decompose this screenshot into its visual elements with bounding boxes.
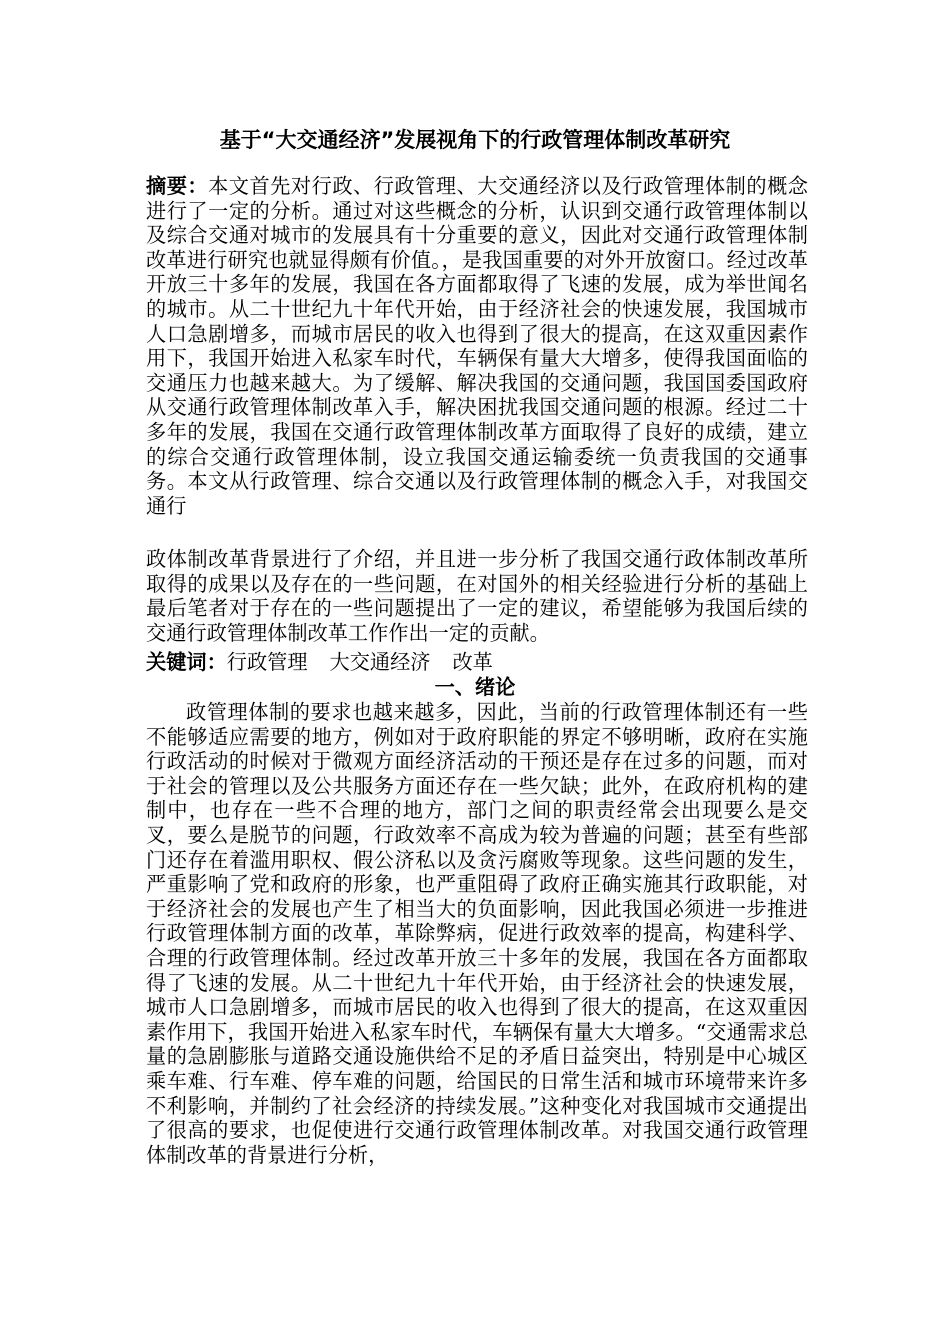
abstract-label: 摘要：: [146, 174, 209, 198]
section-heading: 一、绪论: [434, 675, 516, 699]
abstract-text: 本文首先对行政、行政管理、大交通经济以及行政管理体制的概念进行了一定的分析。通过对这些概念的分析，认识到交通行政管理体制以及综合交通对城市的发展具有十分重要的意义，因此对交通行政管理体制改革进行研究也就显得颇有价值。，是我国重要的对外开放窗口。经过改革开放三十多年的发展，我国在各方面都取得了飞速的发展，成为举世闻名的城市。从二十世纪九十年代开始，由于经济社会的快速发展，我国城市人口急剧增多，而城市居民的收入也得到了很大的提高，在这双重因素作用下，我国开始进入私家车时代，车辆保有量大大增多，使得我国面临的交通压力也越来越大。为了缓解、解决我国的交通问题，我国国委国政府从交通行政管理体制改革入手，解决困扰我国交通问题的根源。经过二十多年的发展，我国在交通行政管理体制改革方面取得了良好的成绩，建立的综合交通行政管理体制，设立我国交通运输委统一负责我国的交通事务。本文从行政管理、综合交通以及行政管理体制的概念入手，对我国交通行: [146, 174, 808, 518]
keyword-item: 行政管理: [226, 650, 308, 674]
document-title: 基于“大交通经济”发展视角下的行政管理体制改革研究: [219, 128, 731, 152]
keywords-label: 关键词：: [146, 650, 227, 674]
keyword-item: 改革: [452, 650, 493, 674]
keyword-item: 大交通经济: [329, 650, 431, 674]
section-body-paragraph: 政管理体制的要求也越来越多，因此，当前的行政管理体制还有一些不能够适应需要的地方，例如对于政府职能的界定不够明晰，政府在实施行政活动的时候对于微观方面经济活动的干预还是存在过多的问题，而对于社会的管理以及公共服务方面还存在一些欠缺；此外，在政府机构的建制中，也存在一些不合理的地方，部门之间的职责经常会出现要么是交叉，要么是脱节的问题，行政效率不高成为较为普遍的问题；甚至有些部门还存在着滥用职权、假公济私以及贪污腐败等现象。这些问题的发生，严重影响了党和政府的形象，也严重阻碍了政府正确实施其行政职能，对于经济社会的发展也产生了相当大的负面影响，因此我国必须进一步推进行政管理体制方面的改革，革除弊病，促进行政效率的提高，构建科学、合理的行政管理体制。经过改革开放三十多年的发展，我国在各方面都取得了飞速的发展。从二十世纪九十年代开始，由于经济社会的快速发展，城市人口急剧增多，而城市居民的收入也得到了很大的提高，在这双重因素作用下，我国开始进入私家车时代，车辆保有量大大增多。“交通需求总量的急剧膨胀与道路交通设施供给不足的矛盾日益突出，特别是中心城区乘车难、行车难、停车难的问题，给国民的日常生活和城市环境带来许多不利影响，并制约了社会经济的持续发展。”这种变化对我国城市交通提出了很高的要求，也促使进行交通行政管理体制改革。对我国交通行政管理体制改革的背景进行分析，: [146, 700, 808, 1167]
keywords-line: [146, 650, 808, 675]
abstract-continued-paragraph: 政体制改革背景进行了介绍，并且进一步分析了我国交通行政体制改革所取得的成果以及存在的一些问题，在对国外的相关经验进行分析的基础上最后笔者对于存在的一些问题提出了一定的建议，希望能够为我国后续的交通行政管理体制改革工作作出一定的贡献。: [146, 547, 808, 645]
abstract-paragraph: [146, 174, 808, 518]
